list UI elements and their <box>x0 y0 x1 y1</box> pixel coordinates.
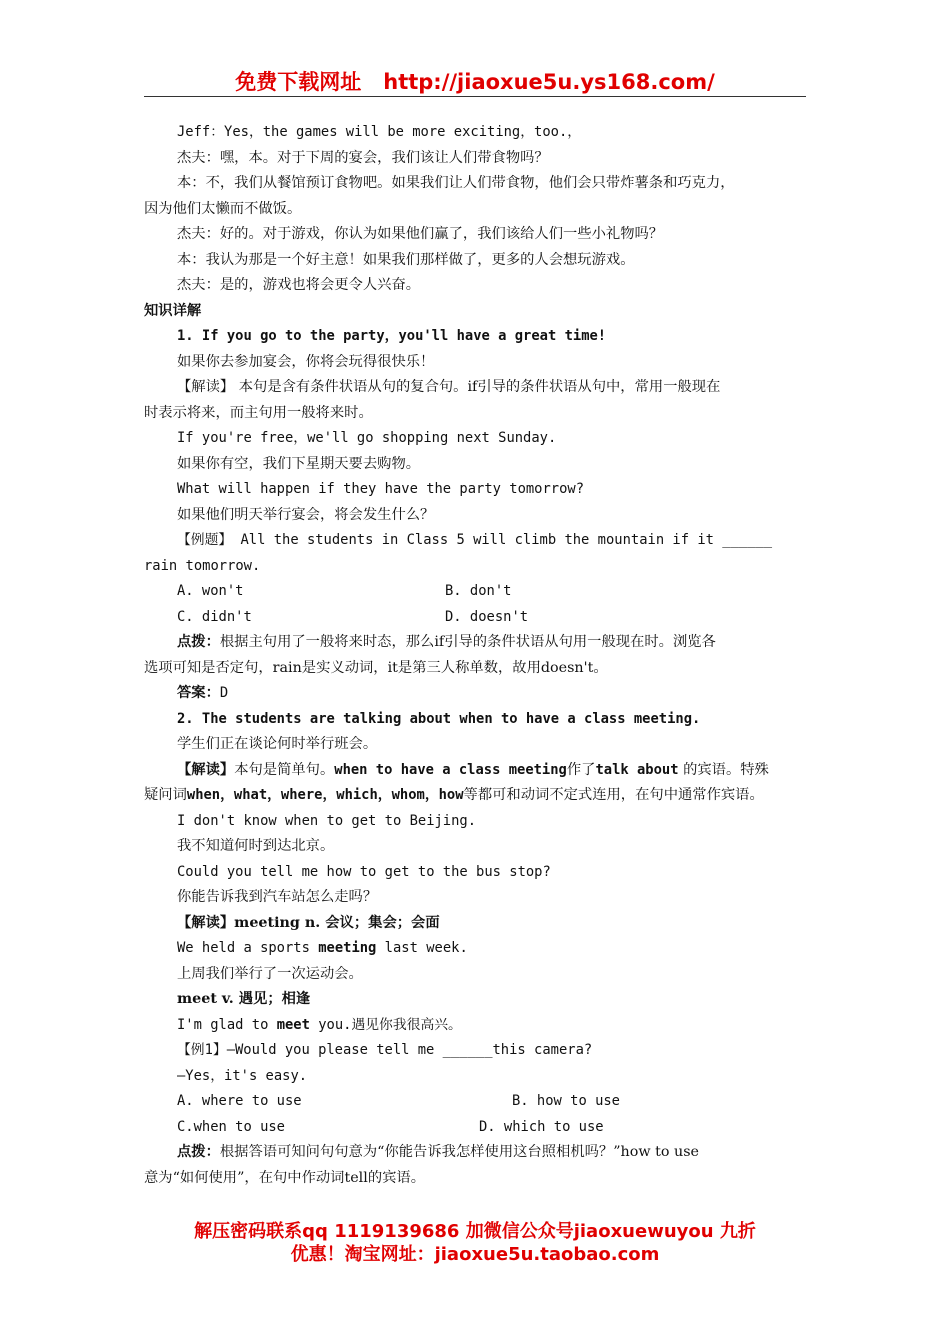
option-b: B. don't <box>445 583 512 599</box>
page-header <box>144 66 806 96</box>
dialogue-line: 杰夫：嘿，本。对于下周的宴会，我们该让人们带食物吗？ <box>177 149 549 166</box>
dialogue-line: 本：我认为那是一个好主意！如果我们那样做了，更多的人会想玩游戏。 <box>177 251 635 268</box>
vocab-heading: 【解读】meeting n. 会议；集会；会面 <box>177 914 440 931</box>
footer-line-2: 优惠！淘宝网址：jiaoxue5u.taobao.com <box>290 1244 660 1265</box>
sentence-part: We held a sports <box>177 940 319 956</box>
translation-line: 学生们正在谈论何时举行班会。 <box>177 736 378 752</box>
options-row <box>144 605 808 631</box>
options-row <box>144 579 808 605</box>
explanation-line: 【解读】 本句是含有条件状语从句的复合句。if引导的条件状语从句中，常用一般现在 <box>177 379 721 395</box>
hint-line <box>144 630 808 656</box>
translation-line: 上周我们举行了一次运动会。 <box>177 965 363 982</box>
explanation-line <box>144 783 808 809</box>
header-url-link[interactable]: http://jiaoxue5u.ys168.com/ <box>383 70 715 94</box>
explanation-text: 作了 <box>566 761 596 778</box>
option-b: B. how to use <box>512 1093 620 1109</box>
example-sentence: I don't know when to get to Beijing. <box>177 812 477 829</box>
dialogue-line: 因为他们太懒而不做饭。 <box>144 200 302 217</box>
example-sentence: What will happen if they have the party tomorrow? <box>177 481 585 497</box>
hint-line <box>144 1140 808 1166</box>
explanation-label: 【解读】 <box>177 761 235 778</box>
option-a: A. won't <box>177 583 244 599</box>
option-c: C. didn't <box>177 608 252 625</box>
explanation-text: 的宾语。特殊 <box>678 761 769 778</box>
exercise-question: rain tomorrow. <box>144 557 261 574</box>
footer-line-1: 解压密码联系qq 1119139686 加微信公众号jiaoxuewuyou 九折 <box>194 1221 756 1242</box>
hint-text: 根据答语可知问句句意为“你能告诉我怎样使用这台照相机吗？”how to use <box>219 1144 700 1160</box>
answer-line <box>144 681 808 707</box>
explanation-text: 本句是简单句。 <box>234 761 335 778</box>
example-sentence: If you're free，we'll go shopping next Sunday. <box>177 430 557 446</box>
translation-line: 你能告诉我到汽车站怎么走吗？ <box>177 889 378 905</box>
dialogue-line: 杰夫：是的，游戏也将会更令人兴奋。 <box>177 277 421 293</box>
sentence-part: I'm glad to <box>177 1016 277 1033</box>
key-sentence: 2. The students are talking about when to have a class meeting. <box>177 710 701 727</box>
hint-label: 点拨： <box>177 1144 220 1160</box>
hint-text: 根据主句用了一般将来时态，那么if引导的条件状语从句用一般现在时。浏览各 <box>219 634 716 650</box>
sentence-keyword: meet <box>276 1016 310 1033</box>
dialogue-line: Jeff：Yes，the games will be more exciting，too.， <box>177 124 582 140</box>
explanation-phrase: when，what，where，which，whom，how <box>186 787 464 803</box>
option-d: D. doesn't <box>445 608 529 625</box>
options-row <box>144 1115 808 1141</box>
header-label: 免费下载网址 <box>235 70 362 94</box>
vocab-heading: meet v. 遇见；相逢 <box>177 991 311 1007</box>
header-divider <box>144 96 806 97</box>
exercise-question: 【例题】 All the students in Class 5 will climb the mountain if it ______ <box>177 532 773 548</box>
explanation-line: 时表示将来，而主句用一般将来时。 <box>144 404 373 421</box>
key-sentence: 1. If you go to the party，you'll have a great time! <box>177 328 607 344</box>
option-a: A. where to use <box>177 1093 302 1109</box>
sentence-keyword: meeting <box>318 940 377 956</box>
example-sentence <box>144 1013 808 1039</box>
explanation-phrase: when to have a class meeting <box>334 761 567 778</box>
hint-label: 点拨： <box>177 634 220 650</box>
explanation-text: 等都可和动词不定式连用，在句中通常作宾语。 <box>463 787 764 803</box>
explanation-line <box>144 758 808 784</box>
hint-line: 选项可知是否定句，rain是实义动词，it是第三人称单数，故用doesn't。 <box>144 659 608 676</box>
answer-label: 答案： <box>177 685 220 701</box>
hint-line: 意为“如何使用”，在句中作动词tell的宾语。 <box>144 1169 426 1186</box>
dialogue-line: 本：不，我们从餐馆预订食物吧。如果我们让人们带食物，他们会只带炸薯条和巧克力， <box>177 175 735 191</box>
dialogue-line: 杰夫：好的。对于游戏，你认为如果他们赢了，我们该给人们一些小礼物吗？ <box>177 226 664 242</box>
sentence-part: you.遇见你我很高兴。 <box>309 1016 462 1033</box>
exercise-answer: —Yes，it's easy. <box>177 1067 308 1084</box>
sentence-part: last week. <box>376 940 468 956</box>
translation-line: 如果他们明天举行宴会，将会发生什么？ <box>177 506 435 523</box>
translation-line: 如果你有空，我们下星期天要去购物。 <box>177 455 421 472</box>
translation-line: 我不知道何时到达北京。 <box>177 838 335 854</box>
document-body <box>144 120 808 1191</box>
option-c: C.when to use <box>177 1118 285 1135</box>
example-sentence: Could you tell me how to get to the bus stop? <box>177 863 551 880</box>
section-heading: 知识详解 <box>144 302 202 319</box>
options-row <box>144 1089 808 1115</box>
page-footer <box>144 1220 806 1266</box>
translation-line: 如果你去参加宴会，你将会玩得很快乐！ <box>177 353 435 370</box>
explanation-text: 疑问词 <box>144 787 187 803</box>
answer-value: D <box>219 685 229 701</box>
example-sentence <box>144 936 808 962</box>
explanation-phrase: talk about <box>595 761 679 778</box>
exercise-question: 【例1】—Would you please tell me ______this camera? <box>177 1042 593 1058</box>
option-d: D. which to use <box>479 1118 604 1135</box>
